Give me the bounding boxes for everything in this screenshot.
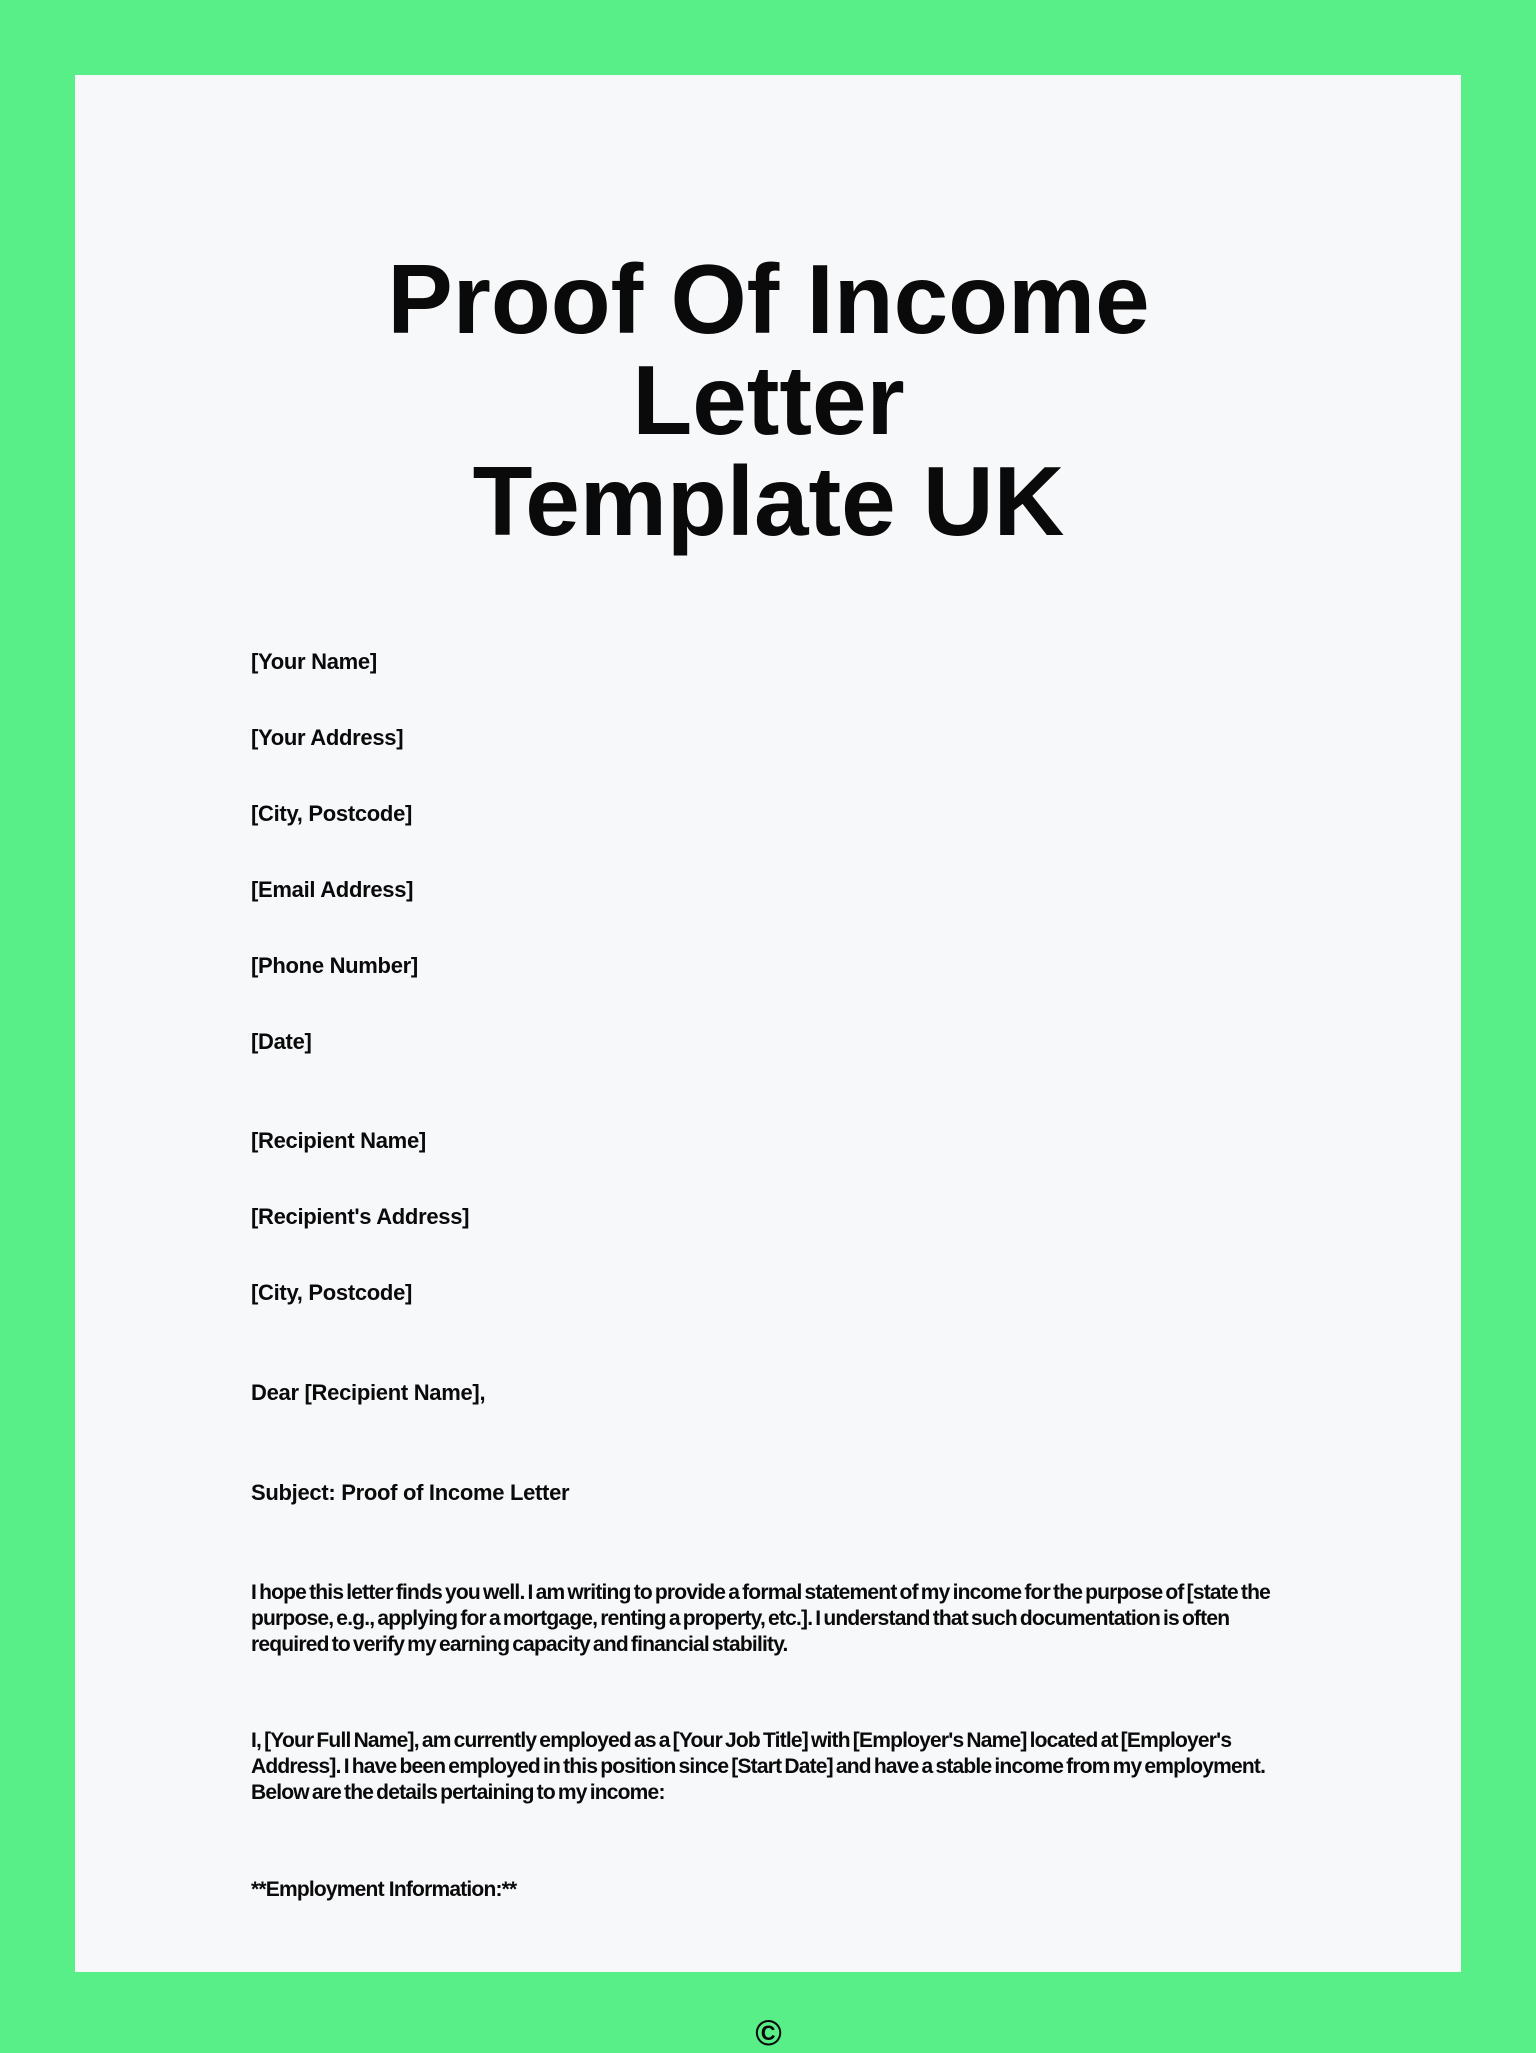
sender-phone-placeholder: [Phone Number] xyxy=(251,952,418,978)
copyright-icon: © xyxy=(755,2011,782,2053)
page-footer xyxy=(251,2013,1286,2053)
salutation: Dear [Recipient Name], xyxy=(251,1379,486,1405)
page-title xyxy=(251,244,1286,556)
sender-address-placeholder: [Your Address] xyxy=(251,724,404,750)
letter-page xyxy=(75,75,1461,2053)
sender-name-placeholder: [Your Name] xyxy=(251,648,377,674)
date-placeholder: [Date] xyxy=(251,1028,312,1054)
employment-information-heading: **Employment Information:** xyxy=(251,1877,517,1901)
recipient-address-block xyxy=(251,1129,1286,1305)
recipient-city-postcode-placeholder: [City, Postcode] xyxy=(251,1279,413,1305)
subject-line: Subject: Proof of Income Letter xyxy=(251,1479,570,1505)
page-title-line-1: Proof Of Income Letter xyxy=(387,244,1150,455)
recipient-address-placeholder: [Recipient's Address] xyxy=(251,1203,470,1229)
recipient-name-placeholder: [Recipient Name] xyxy=(251,1127,426,1153)
page-title-line-2: Template UK xyxy=(472,445,1065,556)
sender-email-placeholder: [Email Address] xyxy=(251,876,414,902)
body-paragraph-intro: I hope this letter finds you well. I am writing to provide a formal statement of my income for the purpose of [state the purpose, e.g., applying for a mortgage, renting a property, etc.]. I understand that such documentation is often required to verify my earning capacity and financial stability. xyxy=(251,1580,1270,1656)
body-paragraph-employment: I, [Your Full Name], am currently employed as a [Your Job Title] with [Employer's Name] located at [Employer's Address]. I have been employed in this position since [Start Date] and have a stable income from my employment. Below are the details pertaining to my income: xyxy=(251,1728,1266,1804)
sender-address-block xyxy=(251,650,1286,1054)
sender-city-postcode-placeholder: [City, Postcode] xyxy=(251,800,413,826)
